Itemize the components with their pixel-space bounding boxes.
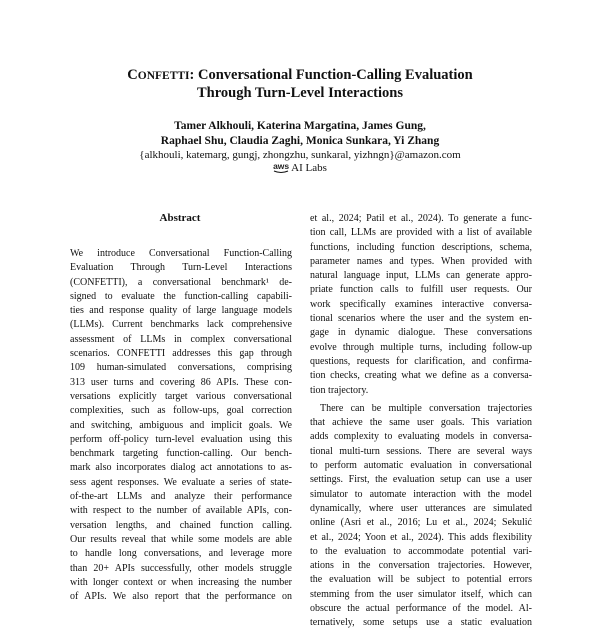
text-line: versation lengths, and chained function calling. (70, 519, 292, 531)
text-line: mark also incorporates dialog act annotations to as- (70, 462, 292, 474)
text-line: et al., 2024; Patil et al., 2024). To generate a func- (310, 213, 532, 224)
text-line: priate function calls to fulfill user requests. Our (310, 284, 532, 296)
author-emails: {alkhouli, katemarg, gungj, zhongzhu, sunkaral, yizhngn}@amazon.com (139, 149, 461, 161)
text-line: dynamically, where user utterances are simulated (310, 502, 532, 514)
text-line: ations in the conversation trajectories. However, (310, 560, 532, 572)
text-line: obscure the actual performance of the model. Al- (310, 603, 532, 615)
text-line: tion trajectory. (310, 384, 369, 396)
text-line: We introduce Conversational Function-Calling (70, 248, 292, 259)
paper-title-line-1: CONFETTI: Conversational Function-Calling Evaluation (127, 67, 473, 83)
text-line: et al., 2024; Yoon et al., 2024). This adds flexibility (310, 531, 532, 543)
text-line: natural language input, LLMs can generate appro- (310, 270, 532, 282)
text-line: Evaluation Through Turn-Level Interactions (70, 262, 292, 274)
text-line: online (Asri et al., 2016; Lu et al., 2024; Sekulić (310, 517, 532, 529)
text-line: functions, including function descriptions, schema, (310, 241, 532, 253)
text-line: tion call, LLMs are provided with a list of available (310, 227, 532, 239)
text-line: (CONFETTI), a conversational benchmark¹ de- (70, 276, 292, 288)
paper-title-line-2: Through Turn-Level Interactions (197, 85, 403, 101)
text-line: simulator to automate interaction with the model (310, 488, 532, 500)
text-line: 313 user turns and covering 86 APIs. These con- (70, 376, 292, 388)
text-line: parameter names and types. When provided with (310, 255, 532, 267)
text-line: to handle long conversations, and leverage more (70, 548, 292, 560)
text-line: Our results reveal that while some models are able (70, 533, 292, 545)
text-line: ties and response quality of large language models (70, 305, 292, 317)
text-line: the evaluation will be subject to potential errors (310, 574, 532, 586)
text-line: than 20+ APIs successfully, other models struggle (70, 562, 292, 574)
text-line: with respect to the number of available APIs, con- (70, 505, 292, 517)
affiliation (250, 160, 350, 176)
authors-line-1: Tamer Alkhouli, Katerina Margatina, James Gung, (174, 120, 426, 132)
text-line: There can be multiple conversation trajectories (320, 402, 532, 414)
intro-paragraph-2 (310, 402, 532, 631)
text-line: 109 human-simulated conversations, comprising (70, 362, 292, 374)
text-line: stemming from the user simulator itself, which can (310, 588, 532, 600)
text-line: gage in dynamic dialogue. These conversations (310, 327, 532, 339)
abstract-heading: Abstract (159, 212, 201, 224)
authors-line-2: Raphael Shu, Claudia Zaghi, Monica Sunkara, Yi Zhang (160, 135, 440, 147)
text-line: scenarios. CONFETTI addresses this gap through (70, 348, 292, 360)
text-line: benchmark targeting function-calling. Our bench- (70, 448, 292, 460)
text-line: settings. First, the evaluation setup can use a user (310, 474, 532, 486)
text-line: (LLMs). Current benchmarks lack comprehensive (70, 319, 292, 331)
abstract-text (70, 247, 292, 604)
introduction-text (310, 212, 532, 631)
text-line: tional multi-turn sessions. There are several ways (310, 445, 532, 457)
text-line: adds complexity to evaluating models in conversa- (310, 431, 532, 443)
text-line: to the evaluation to accommodate potential vari- (310, 545, 532, 557)
text-line: versations explicitly target various conversational (70, 390, 292, 402)
text-line: of APIs. We also report that the performance on (70, 591, 292, 603)
text-line: of-the-art LLMs and analyze their performance (70, 491, 292, 503)
text-line: questions, requests for clarification, and confirma- (310, 355, 532, 367)
affiliation-name: AI Labs (291, 162, 327, 174)
text-line: signed to evaluate the function-calling capabili- (70, 290, 292, 302)
text-line: work specifically examines interactive conversa- (310, 298, 532, 310)
text-line: complexities, such as follow-ups, goal correction (70, 405, 292, 417)
text-line: tion checks, creating what we define as a conversa- (310, 370, 532, 382)
text-line: assessment of LLMs in complex conversational (70, 333, 292, 345)
aws-logo-icon: aws (273, 161, 290, 171)
intro-paragraph-1 (310, 212, 532, 398)
text-line: ternatively, some setups use a static evaluation (310, 617, 532, 629)
text-line: to perform automatic evaluation in conversational (310, 460, 532, 472)
text-line: that achieve the same user goals. This variation (310, 417, 532, 429)
text-line: sess agent responses. We evaluate a series of state- (70, 476, 292, 488)
text-line: perform off-policy turn-level evaluation using this (70, 433, 292, 445)
text-line: with longer context or when increasing the number (70, 576, 292, 588)
text-line: tional scenarios where the user and the system en- (310, 313, 532, 325)
text-line: and switching, ambiguous and implicit goals. We (70, 419, 292, 431)
text-line: evolve through multiple turns, including follow-up (310, 341, 532, 353)
